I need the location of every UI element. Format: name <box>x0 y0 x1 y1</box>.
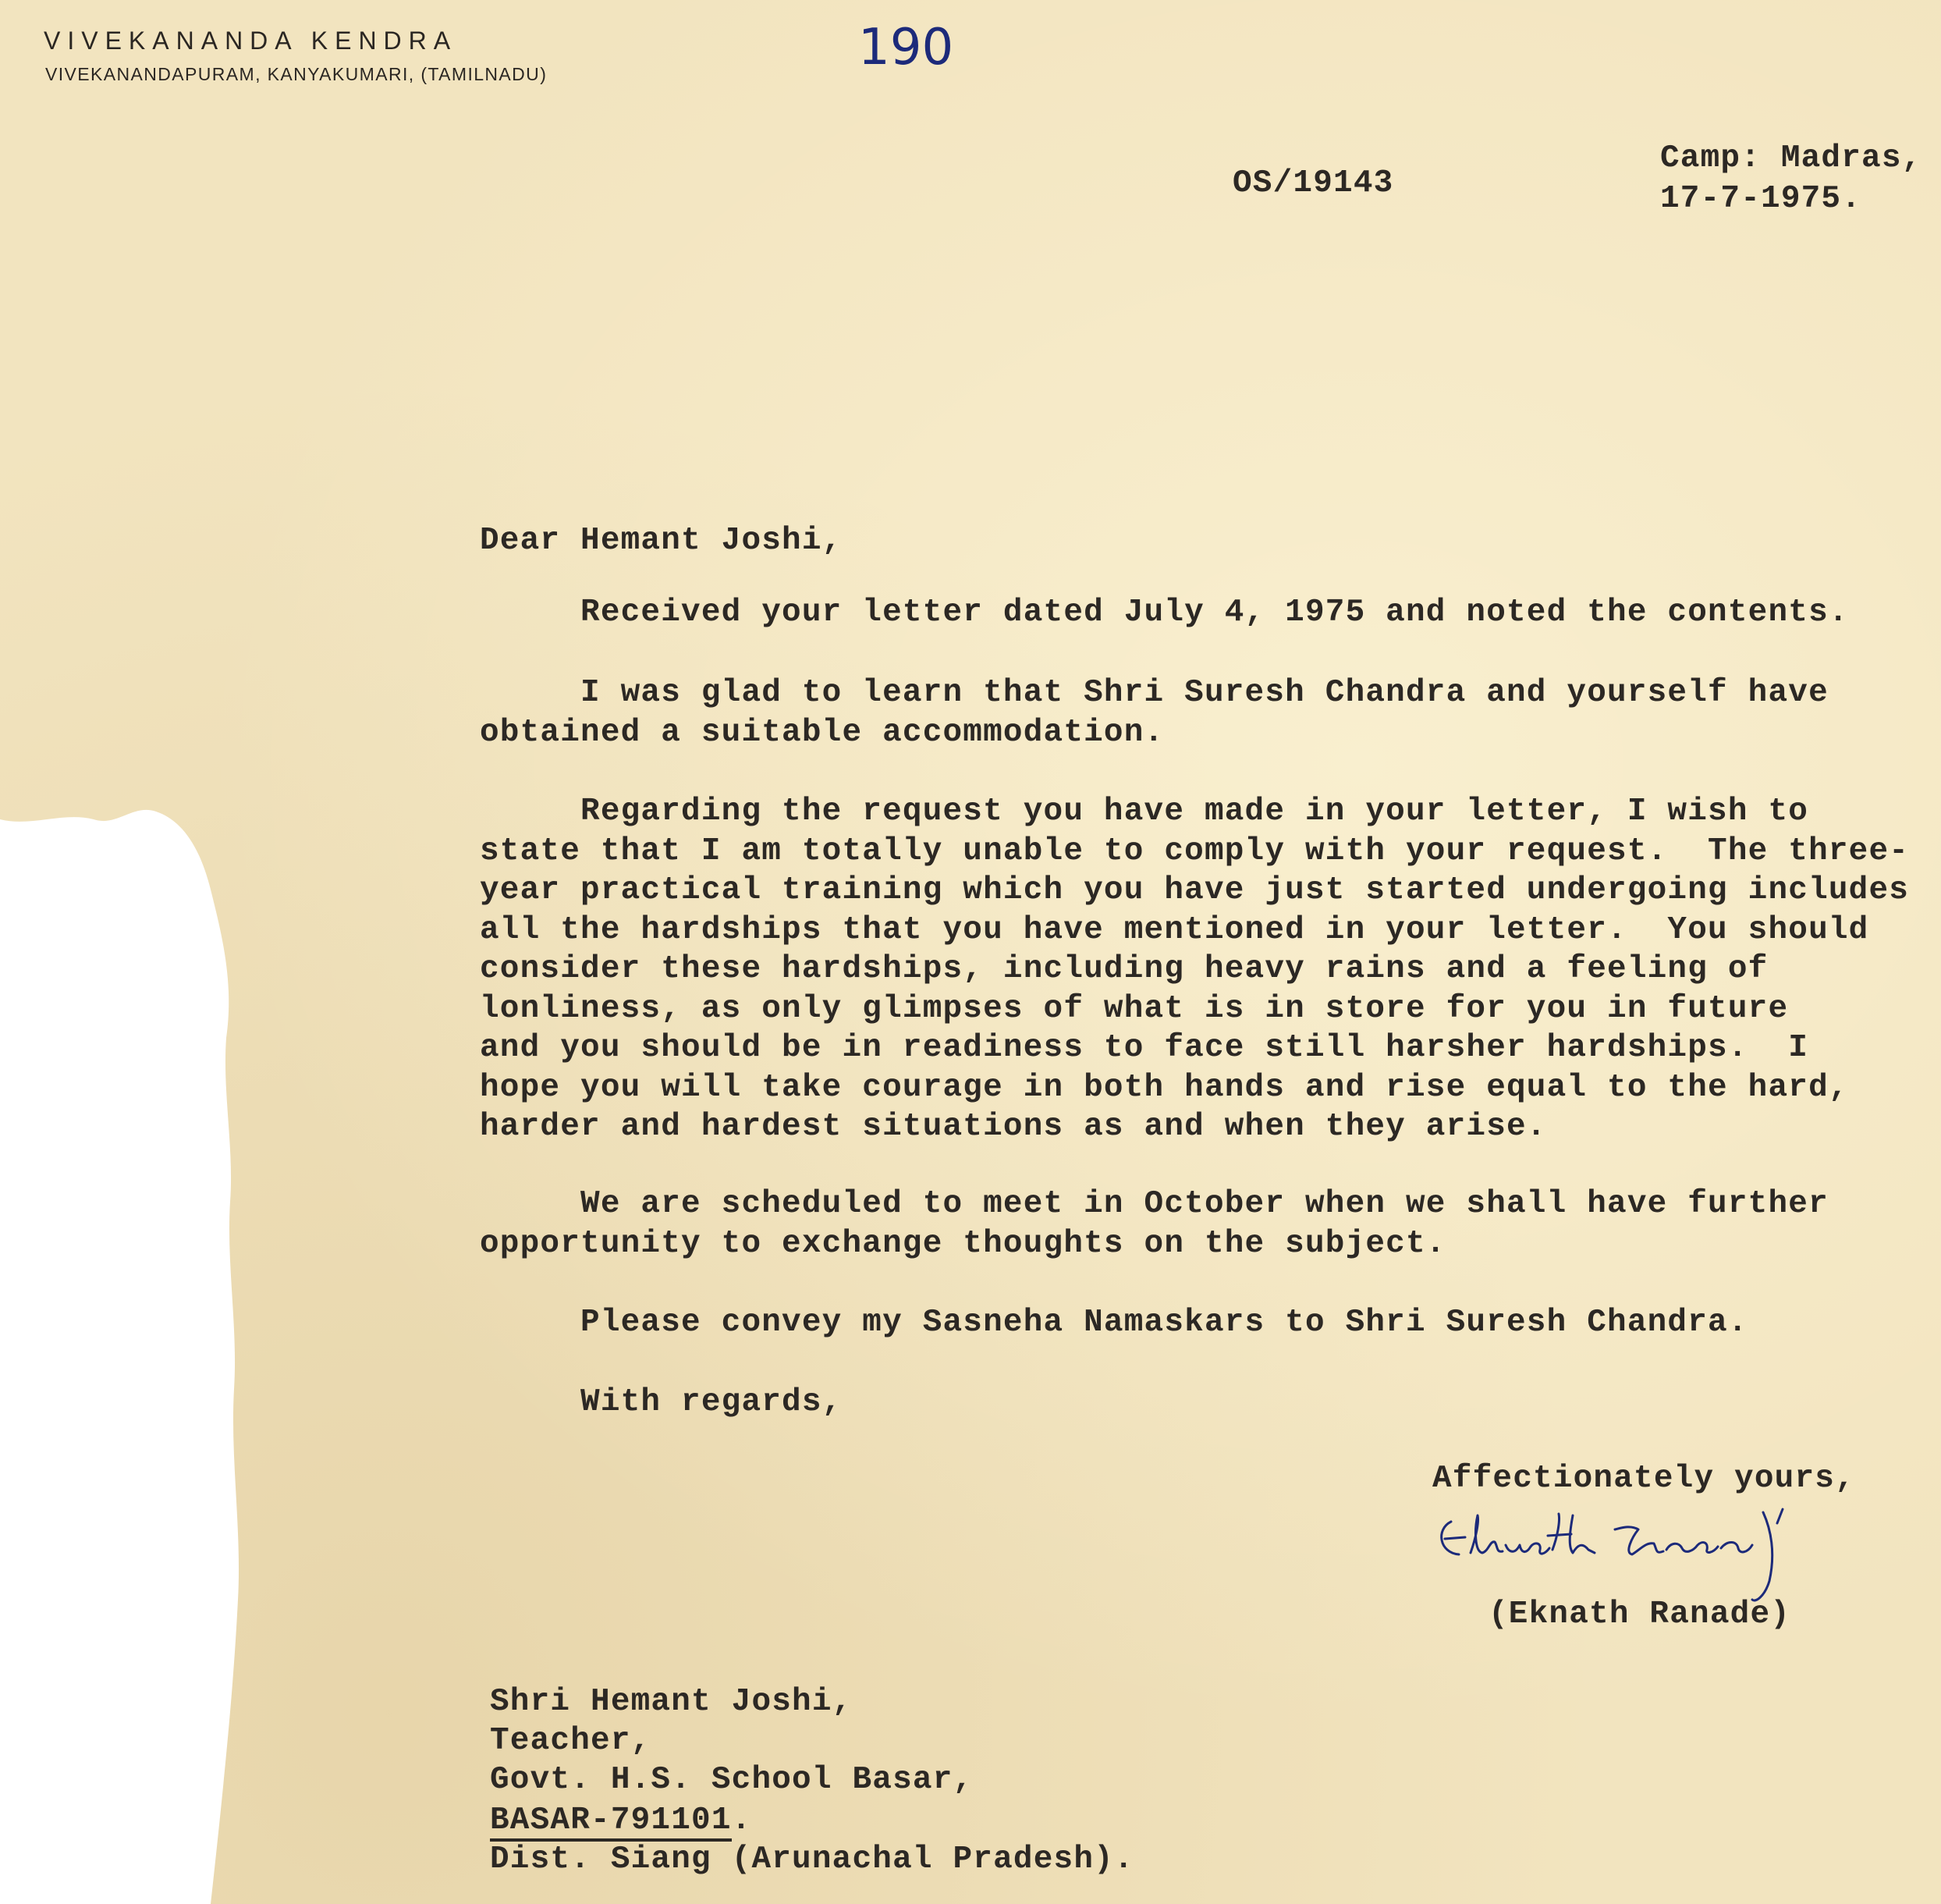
body-paragraph-4: We are scheduled to meet in October when we shall have further opportunity to exchange thoughts on the subject. <box>480 1186 1829 1262</box>
body-paragraph-3: Regarding the request you have made in your letter, I wish to state that I am totally unable to comply with your request. The three- year practical training which you have just started undergoing includes all the hardships that you have mentioned in your letter. You should consider these hardships, including heavy rains and a feeling of lonliness, as only glimpses of what is in store for you in future and you should be in readiness to face still harsher hardships. I hope you will take courage in both hands and rise equal to the hard, harder and hardest situations as and when they arise. <box>480 794 1910 1145</box>
handwritten-signature <box>1428 1506 1849 1607</box>
recipient-postal-end: . <box>731 1803 752 1838</box>
camp-location: Camp: Madras, <box>1660 140 1922 176</box>
handwritten-page-number: 190 <box>858 19 954 76</box>
regards-line: With regards, <box>480 1384 843 1420</box>
signatory-name: (Eknath Ranade) <box>1489 1597 1791 1632</box>
body-paragraph-1: Received your letter dated July 4, 1975 and noted the contents. <box>480 595 1849 631</box>
body-paragraph-2: I was glad to learn that Shri Suresh Chandra and yourself have obtained a suitable accommodation. <box>480 675 1829 751</box>
letterhead-org-name: VIVEKANANDA KENDRA <box>44 27 458 55</box>
recipient-district: Dist. Siang (Arunachal Pradesh). <box>490 1842 1134 1877</box>
recipient-pincode: BASAR-791101 <box>490 1803 732 1842</box>
recipient-name: Shri Hemant Joshi, <box>490 1684 853 1720</box>
letter-date: 17-7-1975. <box>1660 181 1862 217</box>
recipient-postal-line <box>490 1803 751 1838</box>
recipient-title: Teacher, <box>490 1723 651 1759</box>
reference-number: OS/19143 <box>1233 165 1394 201</box>
recipient-school: Govt. H.S. School Basar, <box>490 1762 974 1798</box>
body-paragraph-5: Please convey my Sasneha Namaskars to Shri Suresh Chandra. <box>480 1305 1748 1341</box>
closing-line: Affectionately yours, <box>1432 1461 1855 1497</box>
salutation: Dear Hemant Joshi, <box>480 523 843 559</box>
letterhead-address: VIVEKANANDAPURAM, KANYAKUMARI, (TAMILNADU) <box>45 64 548 84</box>
